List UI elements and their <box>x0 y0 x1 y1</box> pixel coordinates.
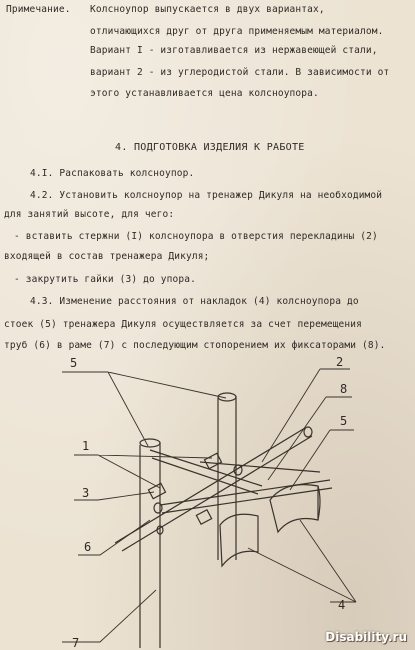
note-line-1: Колсноупор выпускается в двух вариантах, <box>90 4 325 15</box>
callout-5-left: 5 <box>70 356 78 370</box>
section-line-6: - закрутить гайки (3) до упора. <box>14 274 196 285</box>
note-line-2: отличающихся друг от друга применяемым материалом. <box>90 26 384 37</box>
rod-hole-1 <box>154 503 162 513</box>
nut-center <box>204 453 221 468</box>
callout-1: 1 <box>82 439 90 453</box>
crossbar-end <box>304 427 312 437</box>
section-line-3: для занятий высоте, для чего: <box>4 209 175 220</box>
callout-5-right: 5 <box>340 414 348 428</box>
note-line-5: этого устанавливается цена колсноупора. <box>90 88 319 99</box>
site-watermark: Disability.ru <box>325 630 407 644</box>
section-heading: 4. ПОДГОТОВКА ИЗДЕЛИЯ К РАБОТЕ <box>115 142 305 153</box>
section-line-8: стоек (5) тренажера Дикуля осуществляется за счет перемещения <box>4 319 363 330</box>
assembly-drawing <box>0 330 415 650</box>
note-line-3: Вариант I - изготавливается из нержавеющей стали, <box>90 45 378 56</box>
section-line-7: 4.3. Изменение расстояния от накладок (4) колсноупора до <box>30 296 359 307</box>
leader-4 <box>248 520 356 602</box>
leader-8 <box>268 397 352 480</box>
callout-3: 3 <box>82 486 90 500</box>
section-line-1: 4.I. Распаковать колсноупор. <box>30 168 195 179</box>
left-upright-top <box>140 439 160 447</box>
section-line-5: входящей в состав тренажера Дикуля; <box>4 251 210 262</box>
callout-2: 2 <box>336 355 344 369</box>
callout-7: 7 <box>72 636 80 650</box>
nut-left <box>148 483 165 498</box>
nut-right <box>196 510 211 524</box>
section-line-4: - вставить стержни (I) колсноупора в отверстия перекладины (2) <box>14 231 378 242</box>
section-line-9: труб (6) в раме (7) с последующим стопорением их фиксаторами (8). <box>4 340 386 351</box>
callout-6: 6 <box>84 540 92 554</box>
left-upright <box>140 442 160 648</box>
leader-5-left <box>62 372 226 446</box>
section-line-2: 4.2. Установить колсноупор на тренажер Дикуля на необходимой <box>30 190 383 201</box>
note-label: Примечание. <box>6 4 71 15</box>
pad-left <box>220 514 258 566</box>
callout-8: 8 <box>340 382 348 396</box>
leader-7 <box>62 590 156 642</box>
note-line-4: вариант 2 - из углеродистой стали. В зависимости от <box>90 67 390 78</box>
callout-4: 4 <box>338 598 346 612</box>
leader-2 <box>262 369 350 462</box>
